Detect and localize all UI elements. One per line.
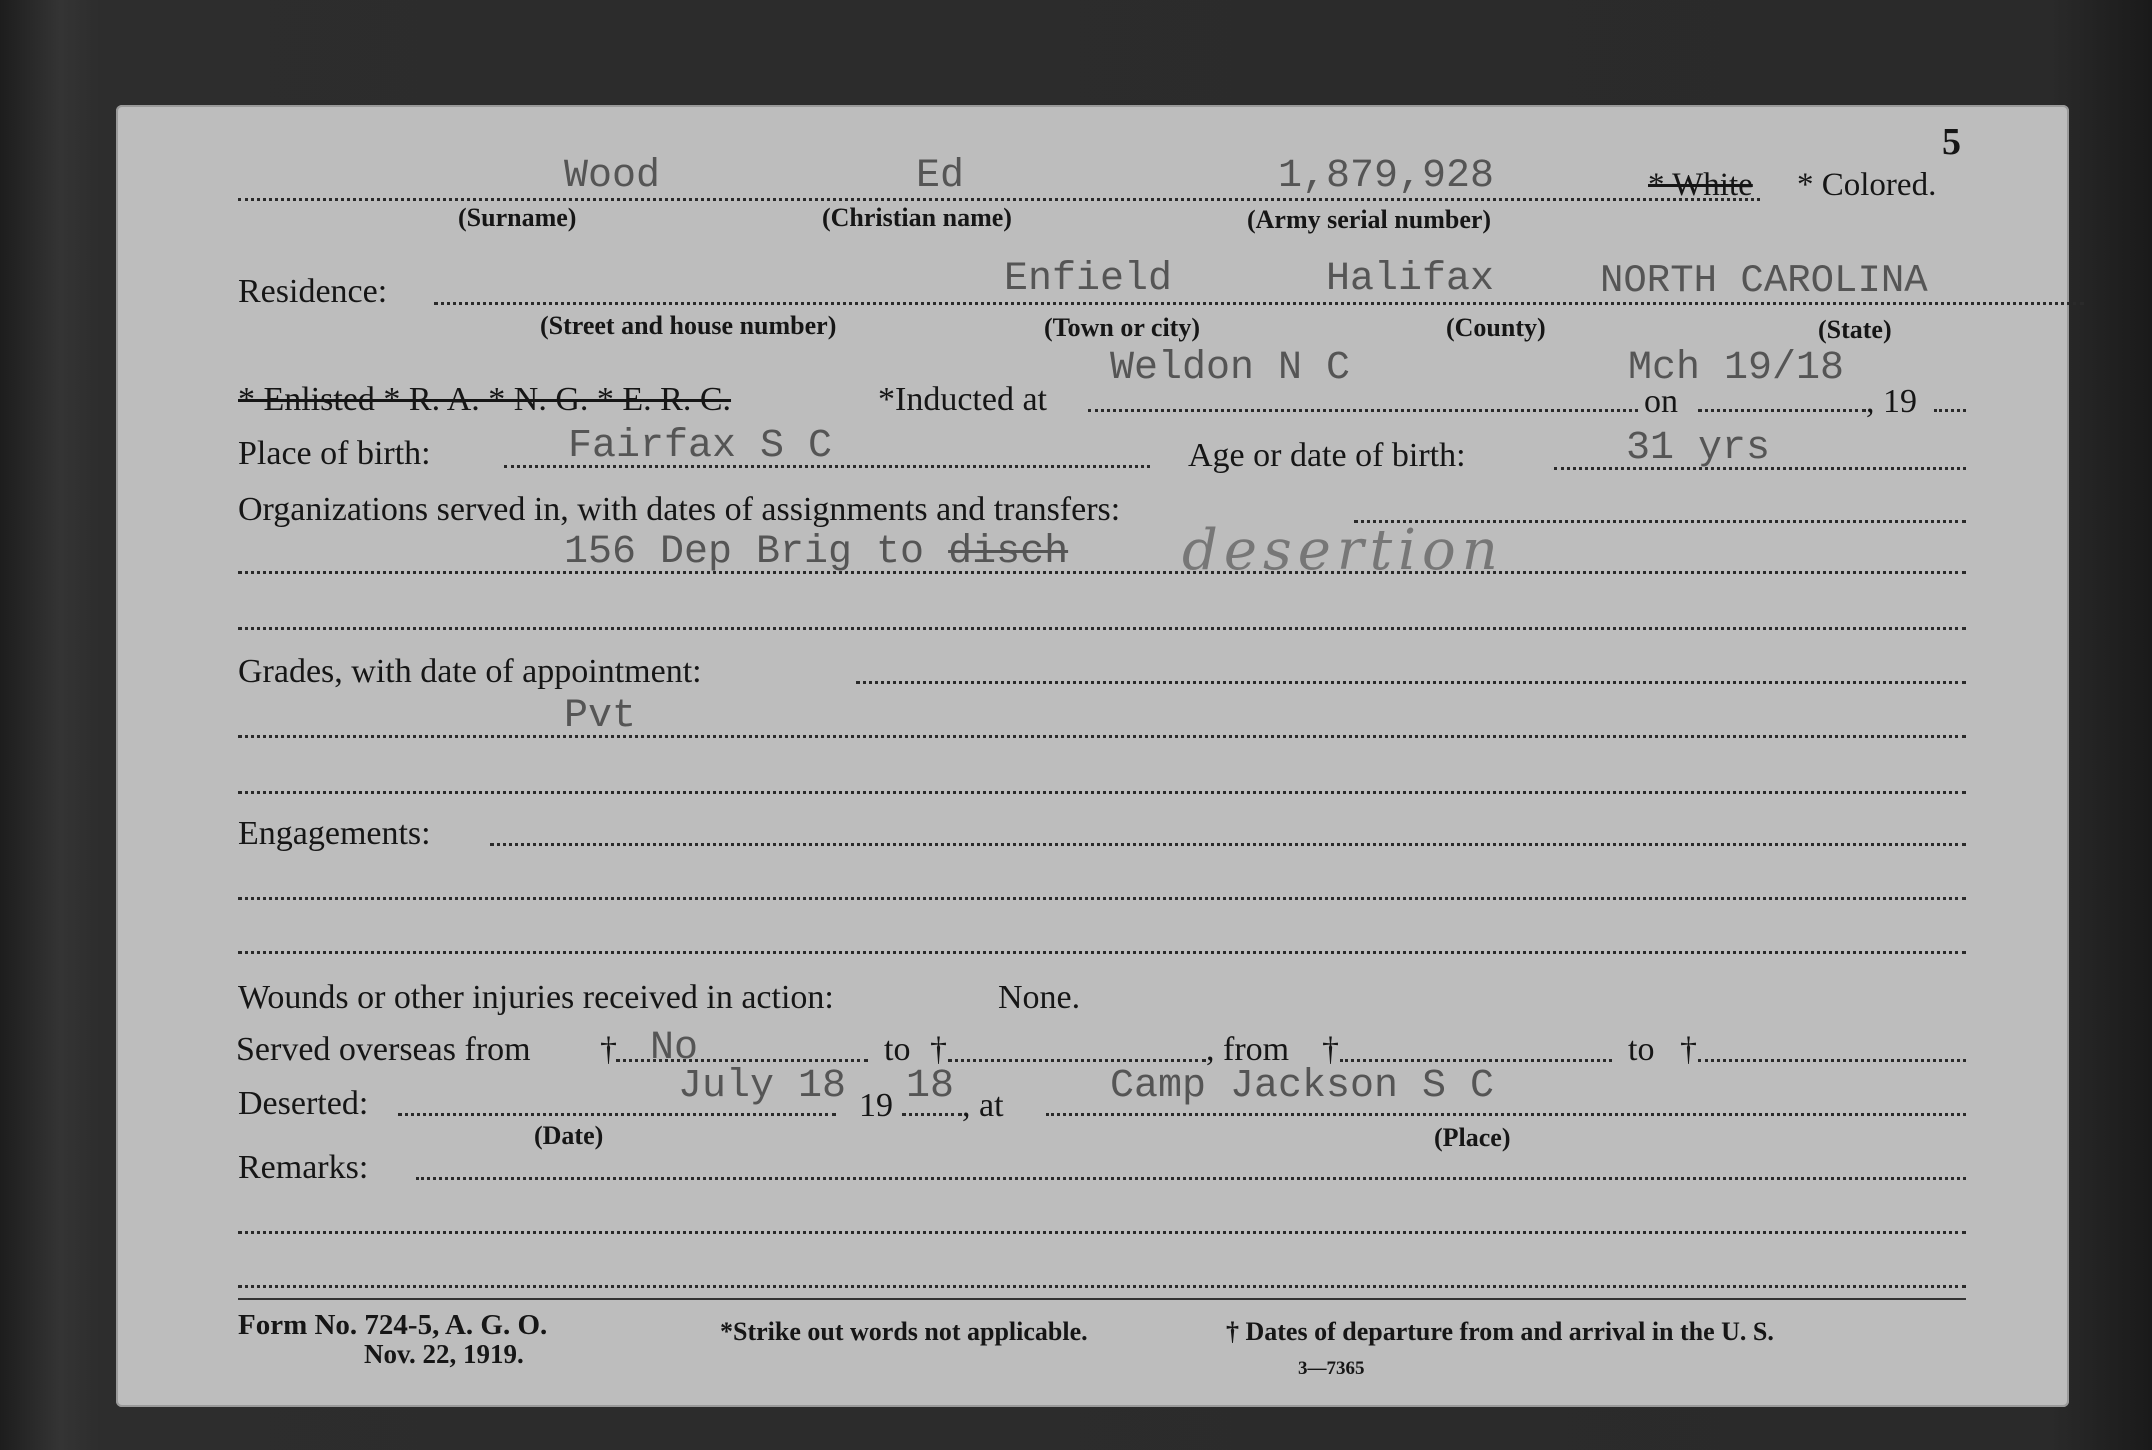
engagements-line-2	[238, 897, 1966, 900]
on-label: on	[1644, 383, 1678, 420]
overseas-to-1: to	[884, 1031, 911, 1068]
grades-label: Grades, with date of appointment:	[238, 653, 702, 690]
induction-date: Mch 19/18	[1628, 346, 1845, 391]
overseas-line-3	[1340, 1059, 1612, 1062]
serial-number-value: 1,879,928	[1278, 154, 1495, 199]
deserted-place-line	[1046, 1113, 1966, 1116]
remarks-line-3	[238, 1285, 1966, 1288]
engagements-line-3	[238, 951, 1966, 954]
deserted-date-line	[398, 1113, 836, 1116]
age-label: Age or date of birth:	[1188, 437, 1466, 474]
place-of-birth-value: Fairfax S C	[568, 424, 833, 469]
remarks-line-2	[238, 1231, 1966, 1234]
white-label: * White	[1648, 167, 1753, 203]
engagements-line-1	[490, 843, 1966, 846]
engagements-label: Engagements:	[238, 815, 431, 852]
deserted-year: 18	[906, 1064, 955, 1109]
deserted-year-line	[902, 1113, 962, 1116]
footnote-strike: *Strike out words not applicable.	[720, 1317, 1088, 1346]
overseas-dagger-2: †	[930, 1031, 947, 1068]
deserted-place-caption: (Place)	[1434, 1123, 1511, 1152]
state-caption: (State)	[1818, 315, 1892, 344]
overseas-dagger-3: †	[1322, 1031, 1339, 1068]
enlisted-label: * Enlisted * R. A. * N. G. * E. R. C.	[238, 381, 732, 418]
overseas-line-1	[616, 1059, 868, 1062]
deserted-label: Deserted:	[238, 1085, 369, 1122]
christian-name-value: Ed	[916, 154, 965, 199]
induction-place: Weldon N C	[1110, 346, 1351, 391]
remarks-line-1	[416, 1177, 1966, 1180]
deserted-place: Camp Jackson S C	[1110, 1064, 1495, 1109]
street-caption: (Street and house number)	[540, 311, 837, 340]
colored-label: * Colored.	[1797, 167, 1937, 203]
organizations-line-3	[238, 627, 1966, 630]
town-caption: (Town or city)	[1044, 313, 1200, 342]
overseas-line-4	[1698, 1059, 1966, 1062]
organizations-entry: 156 Dep Brig to disch	[564, 530, 1069, 575]
organizations-label: Organizations served in, with dates of assignments and transfers:	[238, 491, 1121, 528]
overseas-dagger-4: †	[1680, 1031, 1697, 1068]
deserted-date: July 18	[678, 1064, 847, 1109]
residence-town: Enfield	[1004, 257, 1173, 302]
draft-record-card	[116, 105, 2069, 1407]
overseas-label: Served overseas from	[236, 1031, 531, 1068]
deserted-date-caption: (Date)	[534, 1121, 604, 1150]
residence-label: Residence:	[238, 273, 388, 310]
wounds-value: None.	[998, 979, 1081, 1016]
surname-caption: (Surname)	[458, 203, 577, 232]
grades-line-3	[238, 791, 1966, 794]
header-line	[238, 198, 1760, 201]
year-line	[1934, 409, 1966, 412]
grades-entry: Pvt	[564, 694, 637, 739]
footer-rule	[238, 1298, 1966, 1300]
form-date: Nov. 22, 1919.	[364, 1339, 524, 1369]
overseas-value: No	[650, 1026, 699, 1071]
surname-value: Wood	[564, 154, 661, 199]
place-of-birth-label: Place of birth:	[238, 435, 431, 472]
card-number: 5	[1942, 121, 1961, 163]
christian-name-caption: (Christian name)	[822, 203, 1012, 232]
residence-county: Halifax	[1326, 257, 1495, 302]
year-label: , 19	[1866, 383, 1917, 420]
deserted-at: , at	[962, 1087, 1004, 1124]
grades-line-2	[238, 735, 1966, 738]
deserted-nineteen: 19	[859, 1087, 893, 1124]
overseas-dagger-1: †	[600, 1031, 617, 1068]
remarks-label: Remarks:	[238, 1149, 369, 1186]
organizations-handwritten: desertion	[1182, 518, 1504, 583]
overseas-line-2	[948, 1059, 1206, 1062]
serial-number-caption: (Army serial number)	[1247, 205, 1492, 234]
grades-line-1	[856, 681, 1966, 684]
age-value: 31 yrs	[1626, 426, 1771, 471]
inducted-label: *Inducted at	[878, 381, 1047, 418]
organizations-line-2	[238, 571, 1966, 574]
overseas-from: , from	[1206, 1031, 1290, 1068]
form-number: Form No. 724-5, A. G. O.	[238, 1309, 548, 1341]
footnote-dates: † Dates of departure from and arrival in the U. S.	[1226, 1317, 1774, 1346]
wounds-label: Wounds or other injuries received in action:	[238, 979, 834, 1016]
overseas-to-2: to	[1628, 1031, 1655, 1068]
county-caption: (County)	[1446, 313, 1546, 342]
induction-date-line	[1698, 409, 1866, 412]
residence-state: NORTH CAROLINA	[1600, 259, 1928, 303]
print-code: 3—7365	[1298, 1358, 1365, 1379]
induction-place-line	[1088, 409, 1638, 412]
